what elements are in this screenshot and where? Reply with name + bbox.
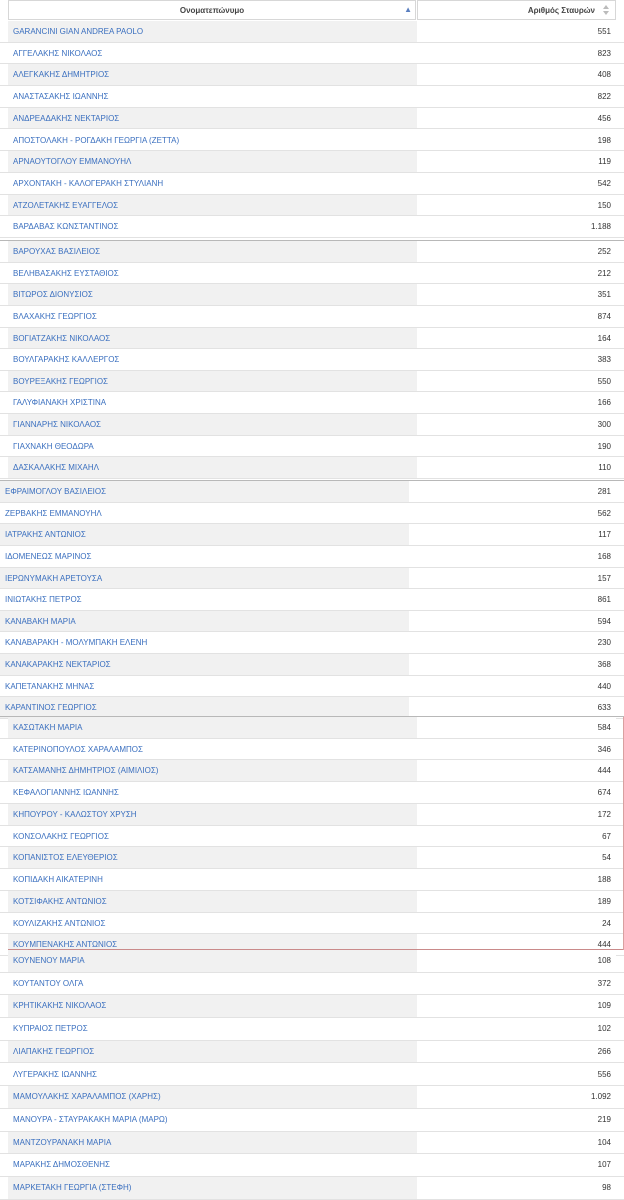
name-cell [8,760,417,781]
votes-cell [417,349,616,370]
votes-cell [417,826,616,847]
table-row[interactable] [0,130,624,152]
candidate-name-link[interactable]: ΒΙΤΩΡΟΣ ΔΙΟΝΥΣΙΟΣ [13,290,93,300]
candidate-name-link[interactable]: ΚΗΠΟΥΡΟΥ - ΚΑΛΩΣΤΟΥ ΧΡΥΣΗ [13,809,137,819]
table-header [0,0,624,21]
table-row[interactable] [0,1064,624,1087]
name-cell [8,782,417,803]
column-header-votes-label: Αριθμός Σταυρών [527,6,595,15]
table-row[interactable] [0,414,624,436]
name-cell [0,481,409,502]
candidate-name-link[interactable]: ΒΕΛΗΒΑΣΑΚΗΣ ΕΥΣΤΑΘΙΟΣ [13,268,119,278]
name-cell [0,654,409,675]
name-cell [0,697,409,718]
candidate-name-link[interactable]: ΑΠΟΣΤΟΛΑΚΗ - ΡΟΓΔΑΚΗ ΓΕΩΡΓΙΑ (ΖΕΤΤΑ) [13,135,180,145]
candidate-name-link[interactable]: ΑΡΧΟΝΤΑΚΗ - ΚΑΛΟΓΕΡΑΚΗ ΣΤΥΛΙΑΝΗ [13,178,164,188]
votes-value: 198 [597,135,611,145]
votes-cell [417,241,616,262]
votes-value: 190 [597,441,611,451]
table-row[interactable] [0,306,624,328]
votes-value: 551 [597,27,611,36]
table-row[interactable] [0,1132,624,1155]
candidate-name-link[interactable]: ΙΔΟΜΕΝΕΩΣ ΜΑΡΙΝΟΣ [5,551,92,561]
name-cell [8,891,417,912]
table-row[interactable] [0,760,624,782]
name-cell [0,589,409,610]
candidate-name-link[interactable]: ΛΥΓΕΡΑΚΗΣ ΙΩΑΝΝΗΣ [13,1069,98,1079]
candidate-name-link[interactable]: ΑΤΖΟΛΕΤΑΚΗΣ ΕΥΑΓΓΕΛΟΣ [13,200,119,210]
candidate-name-link[interactable]: ΚΑΤΣΑΜΑΝΗΣ ΔΗΜΗΤΡΙΟΣ (ΑΙΜΙΛΙΟΣ) [13,766,159,776]
votes-value: 874 [597,311,611,321]
votes-value: 300 [597,420,611,430]
votes-value: 164 [597,333,611,343]
candidate-name-link[interactable]: ΜΑΡΚΕΤΑΚΗ ΓΕΩΡΓΙΑ (ΣΤΕΦΗ) [13,1183,132,1192]
votes-cell [409,632,616,653]
votes-value: 822 [597,92,611,102]
votes-cell [417,1064,616,1086]
votes-value: 189 [597,896,611,906]
votes-value: 594 [597,616,611,626]
name-cell [8,86,417,107]
votes-value: 104 [597,1137,611,1147]
votes-cell [417,21,616,42]
votes-value: 440 [597,681,611,691]
column-header-name-label: Ονοματεπώνυμο [179,6,245,15]
table-row[interactable] [0,457,624,479]
table-row[interactable] [0,869,624,891]
name-cell [8,328,417,349]
column-header-votes[interactable] [417,0,616,20]
name-cell [0,611,409,632]
name-cell [8,173,417,194]
votes-cell [417,108,616,129]
segment-seam-line [8,949,624,950]
candidate-name-link[interactable]: ΒΑΡΔΑΒΑΣ ΚΩΝΣΤΑΝΤΙΝΟΣ [13,222,119,232]
name-cell [8,195,417,216]
candidate-name-link[interactable]: ΚΑΝΑΒΑΡΑΚΗ - ΜΟΛΥΜΠΑΚΗ ΕΛΕΝΗ [5,638,148,648]
candidate-name-link[interactable]: ΛΙΑΠΑΚΗΣ ΓΕΩΡΓΙΟΣ [13,1046,95,1056]
votes-value: 562 [597,508,611,518]
candidate-name-link[interactable]: ΚΑΝΑΒΑΚΗ ΜΑΡΙΑ [5,616,76,626]
name-cell [8,739,417,760]
candidate-name-link[interactable]: ΚΑΠΕΤΑΝΑΚΗΣ ΜΗΝΑΣ [5,681,95,691]
votes-value: 212 [597,268,611,278]
candidate-name-link[interactable]: ΖΕΡΒΑΚΗΣ ΕΜΜΑΝΟΥΗΛ [5,508,102,518]
votes-value: 556 [597,1069,611,1079]
votes-value: 456 [597,113,611,123]
table-row[interactable] [0,913,624,935]
votes-value: 252 [597,247,611,256]
name-cell [8,306,417,327]
name-cell [8,414,417,435]
table-row[interactable] [0,216,624,238]
votes-value: 584 [597,723,611,732]
name-cell [8,64,417,85]
votes-value: 102 [597,1024,611,1034]
table-row[interactable] [0,1177,624,1200]
candidate-name-link[interactable]: ΒΟΥΛΓΑΡΑΚΗΣ ΚΑΛΛΕΡΓΟΣ [13,355,120,365]
candidate-name-link[interactable]: ΙΕΡΩΝΥΜΑΚΗ ΑΡΕΤΟΥΣΑ [5,573,103,583]
votes-cell [417,86,616,107]
name-cell [8,1132,417,1154]
candidate-name-link[interactable]: ΚΟΥΛΙΖΑΚΗΣ ΑΝΤΩΝΙΟΣ [13,918,106,928]
votes-cell [417,913,616,934]
table-row[interactable] [0,108,624,130]
votes-cell [417,1154,616,1176]
table-row[interactable] [0,173,624,195]
votes-cell [417,1041,616,1063]
segment-seam-line [0,716,624,717]
name-cell [8,1041,417,1063]
name-cell [0,632,409,653]
table-row[interactable] [0,717,624,739]
candidate-name-link[interactable]: ΚΟΥΤΑΝΤΟΥ ΟΛΓΑ [13,978,84,988]
name-cell [8,284,417,305]
table-row[interactable] [0,349,624,371]
votes-cell [417,950,616,972]
name-cell [0,503,409,524]
candidate-name-link[interactable]: ΙΑΤΡΑΚΗΣ ΑΝΤΩΝΙΟΣ [5,530,86,540]
table-row[interactable] [0,481,624,503]
candidate-name-link[interactable]: ΚΑΤΕΡΙΝΟΠΟΥΛΟΣ ΧΑΡΑΛΑΜΠΟΣ [13,744,143,754]
name-cell [8,995,417,1017]
votes-value: 674 [597,788,611,798]
candidate-name-link[interactable]: ΚΟΠΑΝΙΣΤΟΣ ΕΛΕΥΘΕΡΙΟΣ [13,853,118,863]
name-cell [8,1086,417,1108]
votes-value: 444 [597,766,611,776]
votes-value: 188 [597,875,611,885]
segment-seam-line [0,240,624,241]
votes-cell [417,717,616,738]
votes-cell [417,973,616,995]
candidate-name-link[interactable]: ΒΟΥΡΕΞΑΚΗΣ ΓΕΩΡΓΙΟΣ [13,376,108,386]
table-row[interactable] [0,21,624,43]
votes-cell [417,328,616,349]
candidate-name-link[interactable]: ΒΑΡΟΥΧΑΣ ΒΑΣΙΛΕΙΟΣ [13,247,101,256]
candidate-name-link[interactable]: ΚΑΡΑΝΤΙΝΟΣ ΓΕΩΡΓΙΟΣ [5,703,97,713]
name-cell [0,546,409,567]
votes-cell [417,414,616,435]
votes-value: 110 [598,463,611,473]
candidate-name-link[interactable]: ΙΝΙΩΤΑΚΗΣ ΠΕΤΡΟΣ [5,595,82,605]
votes-value: 219 [597,1114,611,1124]
votes-value: 346 [597,744,611,754]
candidate-name-link[interactable]: ΒΟΓΙΑΤΖΑΚΗΣ ΝΙΚΟΛΑΟΣ [13,333,111,343]
votes-cell [417,760,616,781]
table-row[interactable] [0,546,624,568]
table-row[interactable] [0,995,624,1018]
candidate-name-link[interactable]: ΚΟΥΝΕΝΟΥ ΜΑΡΙΑ [13,956,85,965]
votes-value: 1.188 [590,222,611,232]
votes-cell [417,1109,616,1131]
votes-value: 633 [597,703,611,713]
candidate-name-link[interactable]: ΑΡΝΑΟΥΤΟΓΛΟΥ ΕΜΜΑΝΟΥΗΛ [13,157,132,167]
votes-cell [417,263,616,284]
candidate-name-link[interactable]: ΑΝΔΡΕΑΔΑΚΗΣ ΝΕΚΤΑΡΙΟΣ [13,113,120,123]
votes-cell [417,151,616,172]
votes-cell [417,306,616,327]
name-cell [8,457,417,478]
votes-value: 24 [602,918,611,928]
candidate-name-link[interactable]: ΒΛΑΧΑΚΗΣ ΓΕΩΡΓΙΟΣ [13,311,97,321]
name-cell [0,568,409,589]
votes-value: 98 [602,1183,611,1192]
table-row[interactable] [0,86,624,108]
table-row[interactable] [0,568,624,590]
name-cell [8,241,417,262]
table-row[interactable] [0,263,624,285]
votes-value: 266 [597,1046,611,1056]
name-cell [8,913,417,934]
name-cell [8,43,417,64]
votes-cell [417,392,616,413]
candidate-name-link[interactable]: ΓΑΛΥΦΙΑΝΑΚΗ ΧΡΙΣΤΙΝΑ [13,398,107,408]
votes-cell [409,611,616,632]
column-header-name[interactable] [8,0,416,20]
table-row[interactable] [0,611,624,633]
candidate-name-link[interactable]: ΑΛΕΓΚΑΚΗΣ ΔΗΜΗΤΡΙΟΣ [13,70,110,80]
votes-cell [409,697,616,718]
votes-cell [417,216,616,237]
votes-cell [417,195,616,216]
votes-value: 823 [597,48,611,58]
votes-cell [417,43,616,64]
votes-cell [417,891,616,912]
votes-cell [417,995,616,1017]
votes-cell [417,64,616,85]
name-cell [0,524,409,545]
votes-value: 383 [597,355,611,365]
table-row[interactable] [0,43,624,65]
votes-value: 67 [602,831,611,841]
name-cell [8,392,417,413]
candidate-name-link[interactable]: ΑΓΓΕΛΑΚΗΣ ΝΙΚΟΛΑΟΣ [13,48,103,58]
votes-value: 119 [598,157,611,167]
votes-value: 372 [597,978,611,988]
candidate-name-link[interactable]: ΚΑΣΩΤΑΚΗ ΜΑΡΙΑ [13,723,83,732]
table-row[interactable] [0,1041,624,1064]
votes-cell [417,782,616,803]
votes-value: 109 [597,1001,611,1011]
candidate-name-link[interactable]: ΚΕΦΑΛΟΓΙΑΝΝΗΣ ΙΩΑΝΝΗΣ [13,788,119,798]
table-row[interactable] [0,64,624,86]
candidate-name-link[interactable]: ΑΝΑΣΤΑΣΑΚΗΣ ΙΩΑΝΝΗΣ [13,92,109,102]
name-cell [8,1018,417,1040]
votes-cell [417,1132,616,1154]
votes-value: 550 [597,376,611,386]
votes-cell [417,847,616,868]
votes-value: 230 [597,638,611,648]
name-cell [8,717,417,738]
name-cell [8,1154,417,1176]
table-row[interactable] [0,392,624,414]
votes-cell [417,1018,616,1040]
votes-value: 108 [597,956,611,965]
name-cell [8,349,417,370]
votes-value: 168 [597,551,611,561]
candidate-name-link[interactable]: ΚΡΗΤΙΚΑΚΗΣ ΝΙΚΟΛΑΟΣ [13,1001,107,1011]
votes-value: 166 [597,398,611,408]
candidate-name-link[interactable]: ΜΑΝΟΥΡΑ - ΣΤΑΥΡΑΚΑΚΗ ΜΑΡΙΑ (ΜΑΡΩ) [13,1114,168,1124]
name-cell [8,804,417,825]
name-cell [8,130,417,151]
votes-cell [409,676,616,697]
table-row[interactable] [0,1109,624,1132]
name-cell [8,21,417,42]
candidate-name-link[interactable]: ΔΑΣΚΑΛΑΚΗΣ ΜΙΧΑΗΛ [13,463,99,473]
name-cell [8,1177,417,1199]
votes-cell [417,457,616,478]
candidate-name-link[interactable]: ΕΦΡΑΙΜΟΓΛΟΥ ΒΑΣΙΛΕΙΟΣ [5,487,107,496]
votes-cell [409,524,616,545]
table-row[interactable] [0,503,624,525]
table-row[interactable] [0,524,624,546]
votes-cell [409,503,616,524]
table-row[interactable] [0,1086,624,1109]
votes-value: 150 [597,200,611,210]
votes-value: 107 [597,1160,611,1170]
name-cell [8,847,417,868]
name-cell [8,371,417,392]
votes-cell [409,481,616,502]
votes-value: 281 [597,487,611,496]
table-row[interactable] [0,676,624,698]
votes-value: 1.092 [590,1092,611,1102]
table-row[interactable] [0,847,624,869]
table-row[interactable] [0,826,624,848]
votes-cell [409,568,616,589]
name-cell [8,263,417,284]
votes-cell [409,589,616,610]
votes-cell [409,654,616,675]
votes-cell [417,869,616,890]
candidate-name-link[interactable]: ΚΟΠΙΔΑΚΗ ΑΙΚΑΤΕΡΙΝΗ [13,875,103,885]
table-row[interactable] [0,195,624,217]
votes-cell [417,1177,616,1199]
name-cell [8,826,417,847]
name-cell [0,676,409,697]
table-row[interactable] [0,782,624,804]
votes-value: 54 [602,853,611,863]
sort-both-icon[interactable] [603,5,609,15]
table-row[interactable] [0,973,624,996]
table-row[interactable] [0,151,624,173]
name-cell [8,869,417,890]
candidate-name-link[interactable]: ΜΑΡΑΚΗΣ ΔΗΜΟΣΘΕΝΗΣ [13,1160,110,1170]
votes-value: 542 [597,178,611,188]
name-cell [8,973,417,995]
votes-cell [417,1086,616,1108]
votes-cell [417,173,616,194]
candidate-name-link[interactable]: ΜΑΜΟΥΛΑΚΗΣ ΧΑΡΑΛΑΜΠΟΣ (ΧΑΡΗΣ) [13,1092,161,1102]
votes-cell [417,804,616,825]
table-row[interactable] [0,950,624,973]
votes-cell [417,436,616,457]
candidate-name-link[interactable]: ΚΥΠΡΑΙΟΣ ΠΕΤΡΟΣ [13,1024,88,1034]
votes-value: 157 [597,573,611,583]
name-cell [8,1109,417,1131]
votes-value: 861 [597,595,611,605]
votes-value: 351 [597,290,611,300]
name-cell [8,151,417,172]
votes-cell [409,546,616,567]
table-row[interactable] [0,891,624,913]
candidate-name-link[interactable]: ΓΙΑΧΝΑΚΗ ΘΕΟΔΩΡΑ [13,441,94,451]
candidate-name-link[interactable]: GARANCINI GIAN ANDREA PAOLO [13,27,144,36]
table-row[interactable] [0,654,624,676]
candidate-name-link[interactable]: ΚΟΤΣΙΦΑΚΗΣ ΑΝΤΩΝΙΟΣ [13,896,107,906]
table-row[interactable] [0,589,624,611]
votes-value: 117 [598,530,611,540]
table-row[interactable] [0,739,624,761]
table-row[interactable] [0,328,624,350]
name-cell [8,108,417,129]
candidate-name-link[interactable]: ΚΟΝΣΟΛΑΚΗΣ ΓΕΩΡΓΙΟΣ [13,831,109,841]
candidate-name-link[interactable]: ΓΙΑΝΝΑΡΗΣ ΝΙΚΟΛΑΟΣ [13,420,101,430]
votes-cell [417,371,616,392]
votes-cell [417,130,616,151]
votes-cell [417,739,616,760]
candidate-name-link[interactable]: ΜΑΝΤΖΟΥΡΑΝΑΚΗ ΜΑΡΙΑ [13,1137,112,1147]
name-cell [8,436,417,457]
table-row[interactable] [0,1154,624,1177]
votes-value: 408 [597,70,611,80]
table-row[interactable] [0,632,624,654]
candidate-name-link[interactable]: ΚΑΝΑΚΑΡΑΚΗΣ ΝΕΚΤΑΡΙΟΣ [5,660,111,670]
candidate-name-link[interactable]: ΚΟΥΜΠΕΝΑΚΗΣ ΑΝΤΩΝΙΟΣ [13,940,118,950]
table-row[interactable] [0,436,624,458]
table-row[interactable] [0,241,624,263]
table-row[interactable] [0,371,624,393]
votes-value: 444 [597,940,611,950]
votes-cell [417,284,616,305]
votes-value: 172 [597,809,611,819]
segment-seam-line [0,480,624,481]
name-cell [8,216,417,237]
table-row[interactable] [0,284,624,306]
name-cell [8,950,417,972]
table-row[interactable] [0,1018,624,1041]
name-cell [8,1064,417,1086]
votes-value: 368 [597,660,611,670]
sort-ascending-icon[interactable]: ▲ [404,5,412,14]
table-row[interactable] [0,804,624,826]
